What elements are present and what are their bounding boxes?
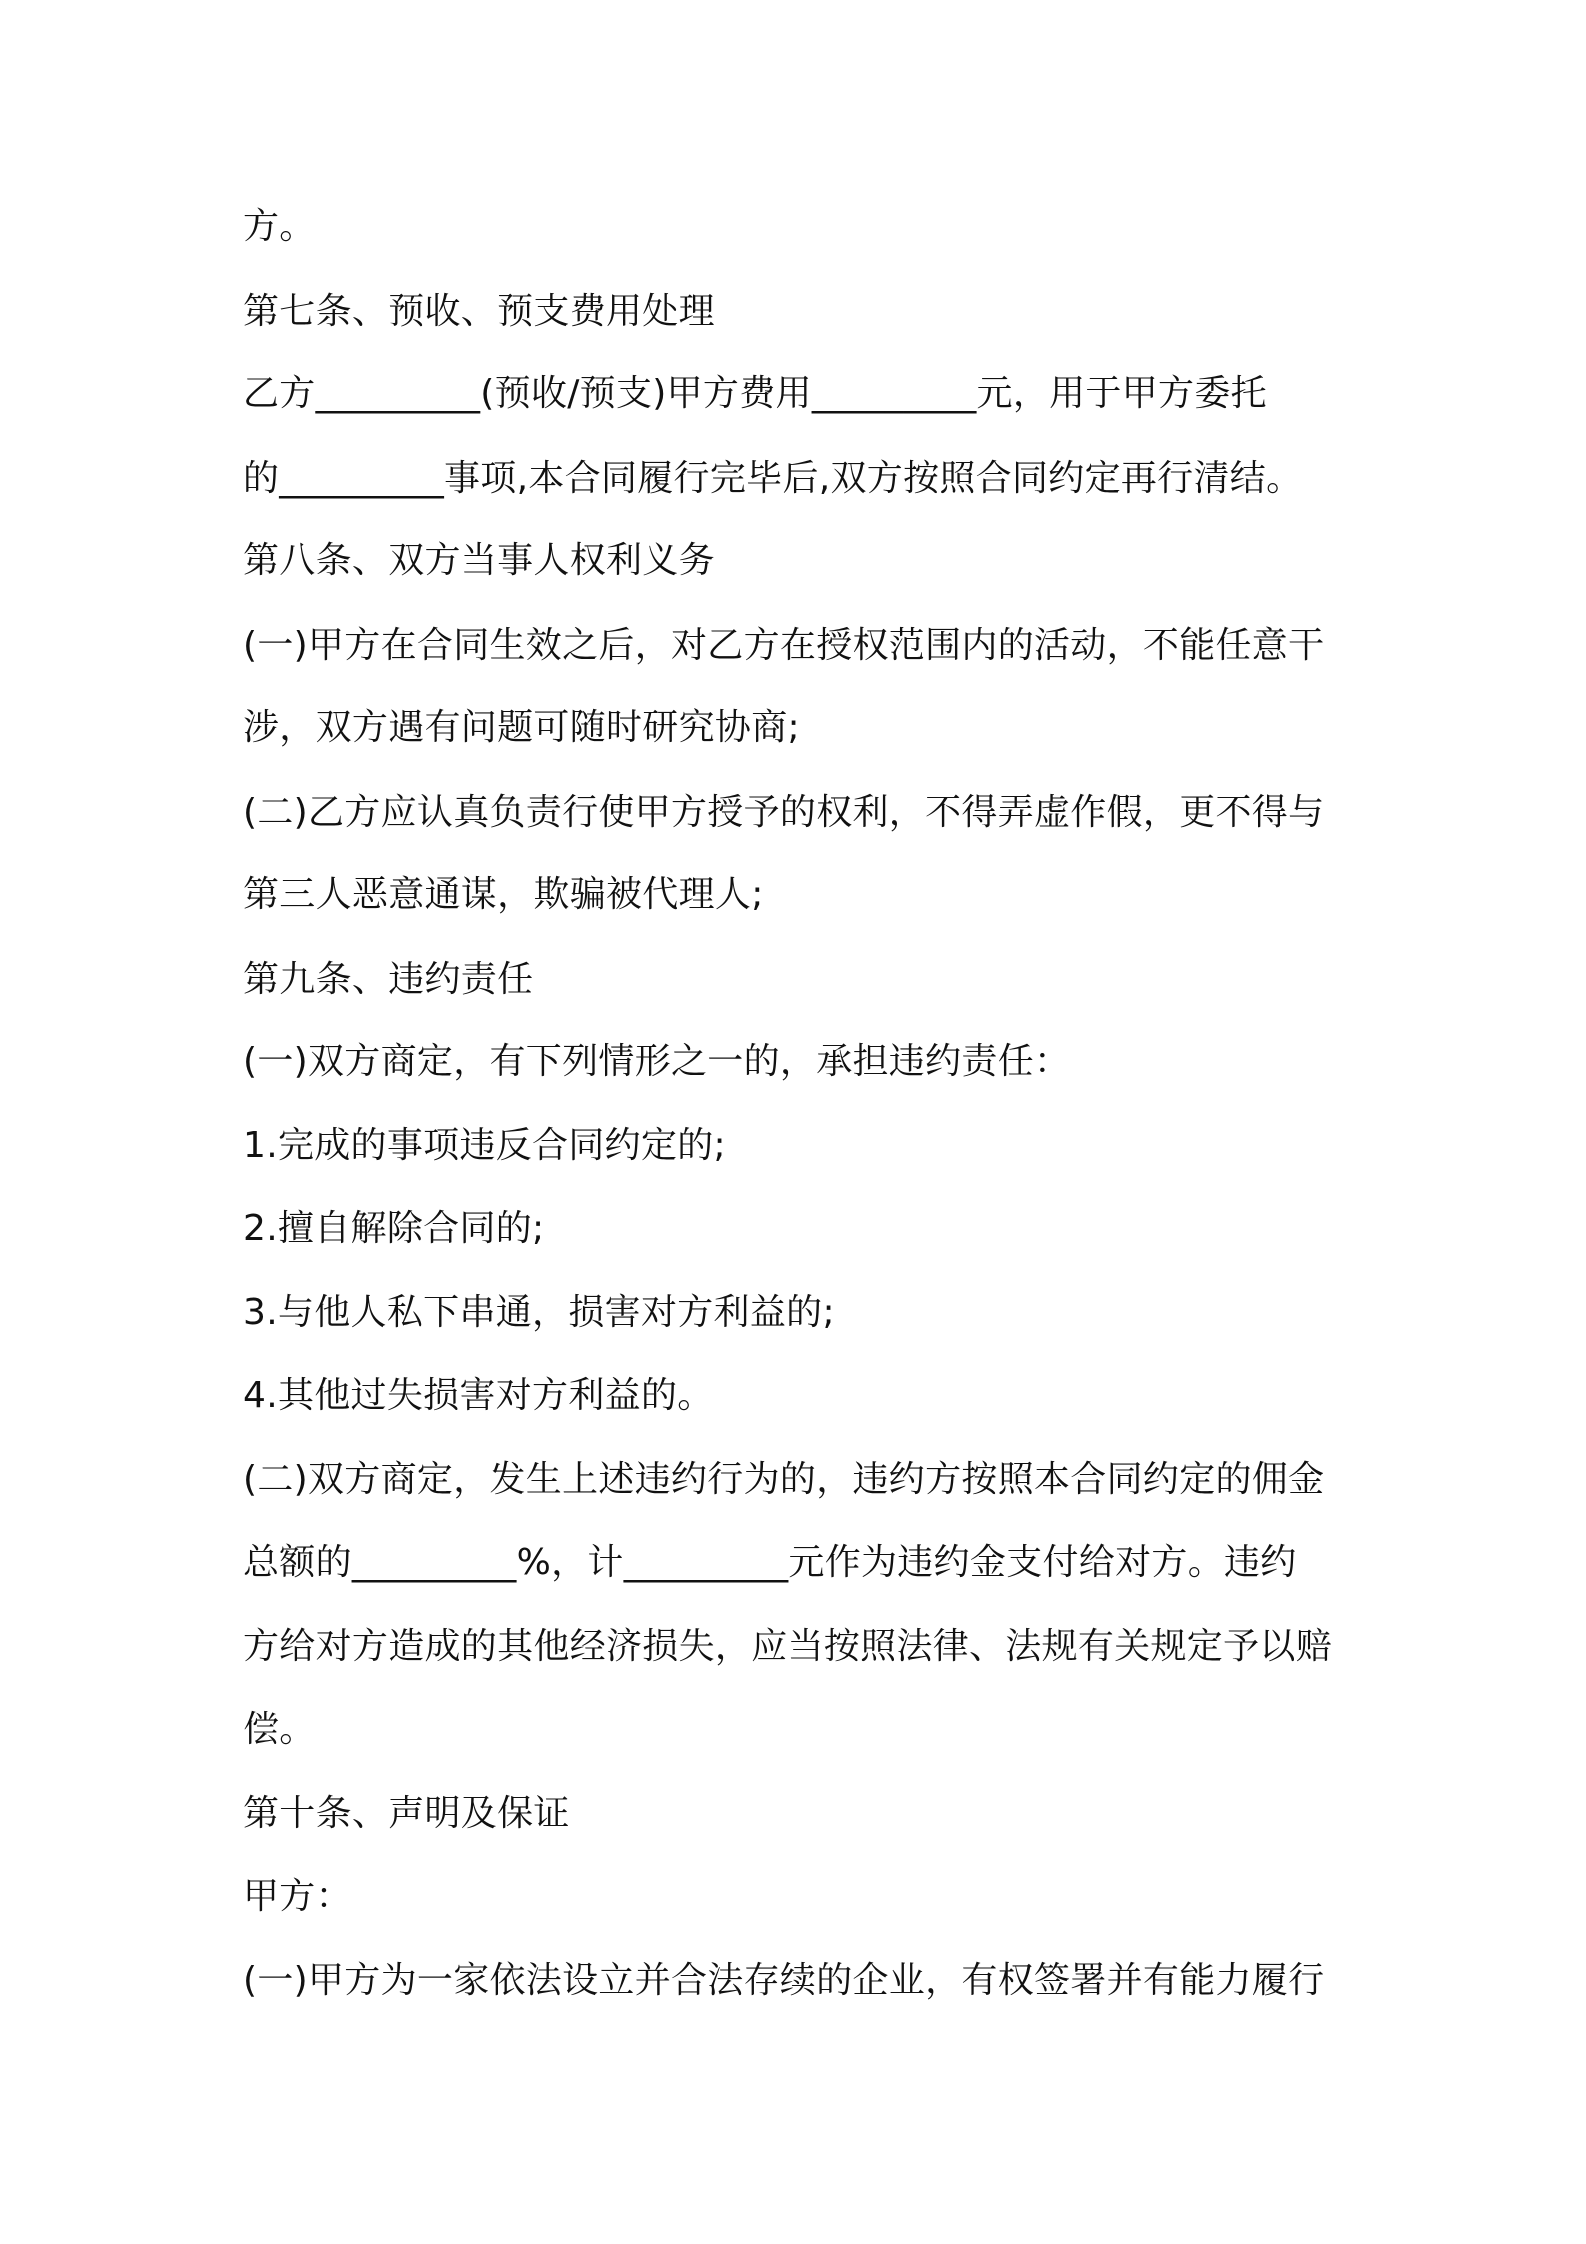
text-line: (二)乙方应认真负责行使甲方授予的权利，不得弄虚作假，更不得与 <box>243 792 1325 833</box>
text-line: 的_________事项,本合同履行完毕后,双方按照合同约定再行清结。 <box>243 458 1303 499</box>
list-item: 4.其他过失损害对方利益的。 <box>243 1375 714 1416</box>
text-line: 第三人恶意通谋，欺骗被代理人; <box>243 874 764 915</box>
text-line: 偿。 <box>243 1709 316 1750</box>
section-heading-7: 第七条、预收、预支费用处理 <box>243 291 715 332</box>
text-line: 涉，双方遇有问题可随时研究协商; <box>243 707 800 748</box>
section-heading-8: 第八条、双方当事人权利义务 <box>243 540 715 581</box>
text-line: (一)双方商定，有下列情形之一的，承担违约责任： <box>243 1041 1071 1082</box>
section-heading-9: 第九条、违约责任 <box>243 959 534 1000</box>
text-line: 总额的_________%，计_________元作为违约金支付给对方。违约 <box>243 1542 1297 1583</box>
text-line: (一)甲方在合同生效之后，对乙方在授权范围内的活动，不能任意干 <box>243 625 1325 666</box>
list-item: 3.与他人私下串通，损害对方利益的; <box>243 1292 835 1333</box>
section-heading-10: 第十条、声明及保证 <box>243 1793 570 1834</box>
text-line: 方给对方造成的其他经济损失，应当按照法律、法规有关规定予以赔 <box>243 1626 1333 1667</box>
text-line: 乙方_________(预收/预支)甲方费用_________元，用于甲方委托 <box>243 373 1267 414</box>
list-item: 1.完成的事项违反合同约定的; <box>243 1125 726 1166</box>
text-line: (一)甲方为一家依法设立并合法存续的企业，有权签署并有能力履行 <box>243 1960 1325 2001</box>
text-line: 甲方： <box>243 1876 352 1917</box>
text-line: (二)双方商定，发生上述违约行为的，违约方按照本合同约定的佣金 <box>243 1459 1325 1500</box>
text-line: 方。 <box>243 206 316 247</box>
list-item: 2.擅自解除合同的; <box>243 1208 545 1249</box>
